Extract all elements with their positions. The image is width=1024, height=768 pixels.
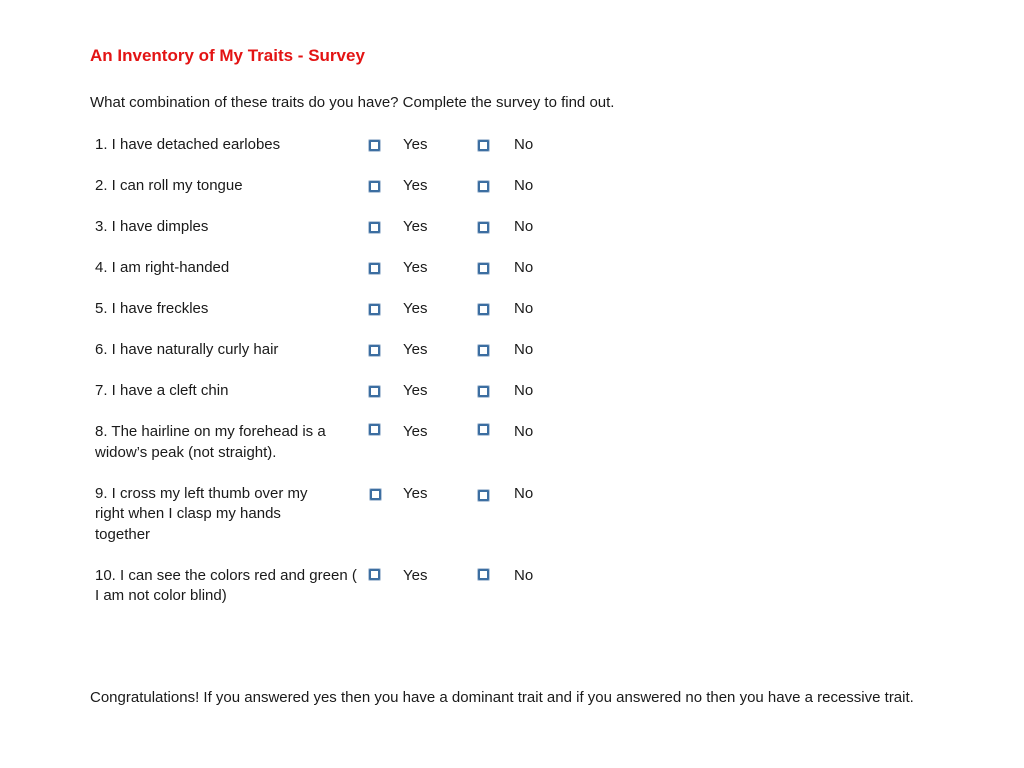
yes-label: Yes bbox=[403, 484, 428, 502]
no-checkbox[interactable] bbox=[478, 345, 489, 356]
question-text: 6. I have naturally curly hair bbox=[95, 341, 279, 358]
yes-checkbox[interactable] bbox=[369, 569, 380, 580]
no-label: No bbox=[514, 341, 534, 358]
yes-checkbox[interactable] bbox=[369, 222, 380, 233]
yes-checkbox[interactable] bbox=[369, 263, 380, 274]
question-row bbox=[95, 340, 655, 361]
no-checkbox[interactable] bbox=[478, 386, 489, 397]
no-label: No bbox=[514, 300, 534, 317]
yes-checkbox[interactable] bbox=[369, 386, 380, 397]
yes-checkbox[interactable] bbox=[369, 424, 380, 435]
yes-label: Yes bbox=[403, 136, 428, 153]
no-checkbox[interactable] bbox=[478, 181, 489, 192]
question-row bbox=[95, 299, 655, 320]
no-checkbox[interactable] bbox=[478, 424, 489, 435]
yes-label: Yes bbox=[403, 218, 428, 235]
question-row bbox=[95, 484, 655, 546]
survey-footer: Congratulations! If you answered yes then you have a dominant trait and if you answered no then you have a recessive trait. bbox=[90, 689, 914, 706]
question-text: 4. I am right-handed bbox=[95, 259, 230, 276]
no-label: No bbox=[514, 177, 534, 194]
no-label: No bbox=[514, 218, 534, 235]
yes-checkbox[interactable] bbox=[369, 140, 380, 151]
no-checkbox[interactable] bbox=[478, 140, 489, 151]
yes-label: Yes bbox=[403, 300, 428, 317]
question-text: 5. I have freckles bbox=[95, 300, 209, 317]
no-checkbox[interactable] bbox=[478, 490, 489, 501]
yes-label: Yes bbox=[403, 177, 428, 194]
yes-checkbox[interactable] bbox=[369, 304, 380, 315]
no-checkbox[interactable] bbox=[478, 569, 489, 580]
question-text: 10. I can see the colors red and green ( I am not color blind) bbox=[95, 566, 357, 604]
question-text: 7. I have a cleft chin bbox=[95, 382, 229, 399]
question-row bbox=[95, 258, 655, 279]
survey-intro: What combination of these traits do you have? Complete the survey to find out. bbox=[90, 94, 615, 111]
no-label: No bbox=[514, 136, 534, 153]
no-checkbox[interactable] bbox=[478, 222, 489, 233]
yes-label: Yes bbox=[403, 423, 428, 440]
question-row bbox=[95, 422, 655, 463]
survey-title: An Inventory of My Traits - Survey bbox=[90, 46, 365, 65]
yes-checkbox[interactable] bbox=[369, 181, 380, 192]
no-label: No bbox=[514, 259, 534, 276]
question-row bbox=[95, 566, 655, 607]
question-text: 2. I can roll my tongue bbox=[95, 177, 243, 194]
survey-questions bbox=[95, 135, 655, 607]
question-row bbox=[95, 176, 655, 197]
question-row bbox=[95, 135, 655, 156]
no-checkbox[interactable] bbox=[478, 263, 489, 274]
question-row bbox=[95, 217, 655, 238]
yes-label: Yes bbox=[403, 259, 428, 276]
yes-checkbox[interactable] bbox=[369, 345, 380, 356]
question-text: 3. I have dimples bbox=[95, 218, 209, 235]
no-label: No bbox=[514, 423, 534, 440]
yes-checkbox[interactable] bbox=[370, 489, 381, 500]
yes-label: Yes bbox=[403, 341, 428, 358]
question-text: 1. I have detached earlobes bbox=[95, 136, 281, 153]
question-text: 8. The hairline on my forehead is a widow’s peak (not straight). bbox=[95, 423, 326, 461]
question-row bbox=[95, 381, 655, 402]
no-checkbox[interactable] bbox=[478, 304, 489, 315]
yes-label: Yes bbox=[403, 566, 428, 584]
no-label: No bbox=[514, 566, 534, 584]
no-label: No bbox=[514, 484, 534, 502]
no-label: No bbox=[514, 382, 534, 399]
question-text: 9. I cross my left thumb over my right when I clasp my hands together bbox=[95, 484, 308, 543]
yes-label: Yes bbox=[403, 382, 428, 399]
